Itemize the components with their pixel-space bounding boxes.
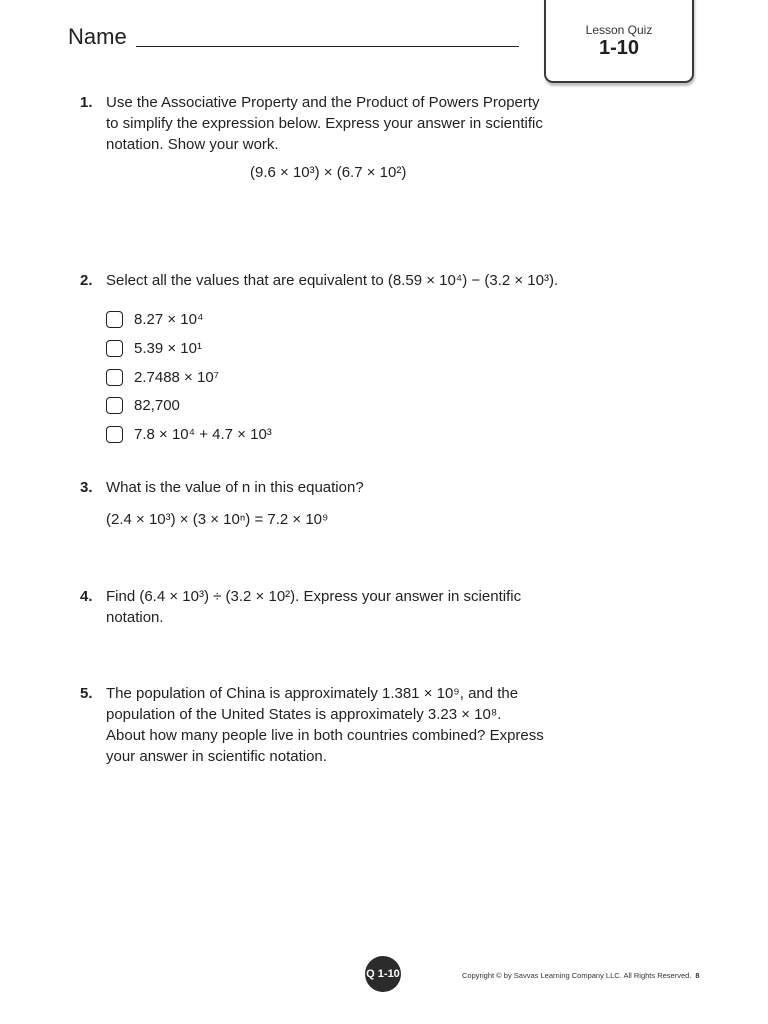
question-1-expression: (9.6 × 10³) × (6.7 × 10²) — [250, 164, 407, 181]
name-label: Name — [68, 24, 127, 49]
question-line: About how many people live in both countries combined? Express — [106, 727, 544, 744]
question-number: 4. — [80, 588, 93, 605]
question-number: 5. — [80, 685, 93, 702]
option-label: 5.39 × 10¹ — [134, 340, 202, 357]
question-number: 3. — [80, 479, 93, 496]
question-1 — [80, 92, 600, 155]
question-number: 1. — [80, 94, 93, 111]
checkbox[interactable] — [106, 426, 123, 443]
question-line: population of the United States is approximately 3.23 × 10⁸. — [106, 706, 502, 723]
copyright-line: Copyright © by Savvas Learning Company LLC. All Rights Reserved. — [462, 971, 692, 980]
question-3 — [80, 477, 600, 498]
checkbox[interactable] — [106, 397, 123, 414]
lesson-quiz-box — [544, 0, 694, 83]
option-label: 82,700 — [134, 397, 180, 414]
question-number: 2. — [80, 272, 93, 289]
page-number: 8 — [695, 971, 700, 980]
checkbox[interactable] — [106, 311, 123, 328]
question-4 — [80, 586, 600, 628]
checkbox[interactable] — [106, 369, 123, 386]
question-line: your answer in scientific notation. — [106, 748, 327, 765]
option-label: 8.27 × 10⁴ — [134, 311, 204, 328]
question-2 — [80, 270, 680, 291]
question-line: Find (6.4 × 10³) ÷ (3.2 × 10²). Express your answer in scientific — [106, 588, 522, 605]
lesson-quiz-label: Lesson Quiz — [585, 23, 653, 37]
question-3-equation: (2.4 × 10³) × (3 × 10ⁿ) = 7.2 × 10⁹ — [106, 511, 329, 528]
question-line: The population of China is approximately 1.381 × 10⁹, and the — [106, 685, 519, 702]
option-label: 2.7488 × 10⁷ — [134, 369, 220, 386]
name-line — [136, 46, 519, 47]
question-text: Select all the values that are equivalent to (8.59 × 10⁴) − (3.2 × 10³). — [106, 272, 559, 289]
page-badge: Q 1-10 — [365, 956, 401, 992]
checkbox[interactable] — [106, 340, 123, 357]
question-line: Use the Associative Property and the Product of Powers Property — [106, 94, 540, 111]
option-label: 7.8 × 10⁴ + 4.7 × 10³ — [134, 426, 272, 443]
question-5 — [80, 683, 600, 767]
question-text — [106, 683, 596, 767]
question-text — [106, 586, 596, 628]
question-line: to simplify the expression below. Express your answer in scientific — [106, 115, 543, 132]
copyright-text — [462, 971, 700, 980]
question-line: notation. Show your work. — [106, 136, 279, 153]
question-line: notation. — [106, 609, 164, 626]
question-text — [106, 92, 596, 155]
lesson-quiz-number: 1-10 — [598, 37, 640, 59]
question-text: What is the value of n in this equation? — [106, 479, 364, 496]
